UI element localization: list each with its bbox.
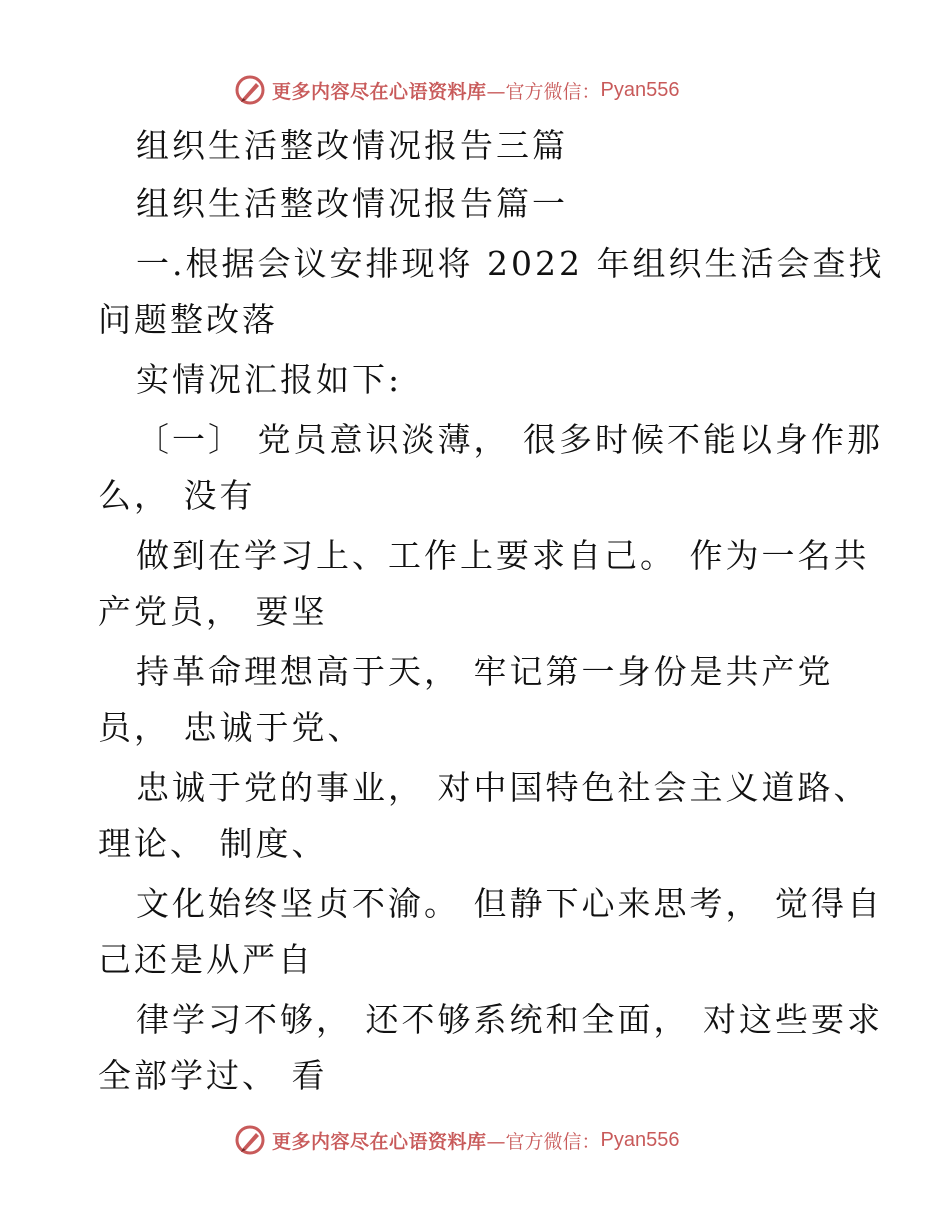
document-title: 组织生活整改情况报告三篇 — [136, 126, 568, 165]
paragraph-line: 员， 忠诚于党、 — [98, 708, 364, 747]
paragraph-line: 忠诚于党的事业， 对中国特色社会主义道路、 — [136, 768, 870, 807]
paragraph-line: 实情况汇报如下: — [136, 360, 403, 399]
paragraph-line: 产党员， 要坚 — [98, 592, 328, 631]
paragraph-line: 一.根据会议安排现将 2022 年组织生活会查找 — [136, 244, 885, 283]
paragraph-line: 律学习不够， 还不够系统和全面， 对这些要求 — [136, 1000, 883, 1039]
paragraph-line: 做到在学习上、工作上要求自己。 作为一名共 — [136, 536, 870, 575]
paragraph-line: 持革命理想高于天， 牢记第一身份是共产党 — [136, 652, 834, 691]
pen-logo-icon — [234, 1124, 266, 1156]
watermark-footer — [234, 1122, 680, 1158]
watermark-contact: —官方微信： — [486, 1130, 601, 1153]
watermark-brand: 更多内容尽在心语资料库 — [272, 80, 487, 103]
paragraph-line: 么， 没有 — [98, 476, 256, 515]
watermark-contact: —官方微信： — [486, 80, 601, 103]
paragraph-line: 己还是从严自 — [98, 940, 314, 979]
watermark-wechat-id: Pyan556 — [600, 78, 680, 101]
watermark-brand: 更多内容尽在心语资料库 — [272, 1130, 487, 1153]
paragraph-line: 文化始终坚贞不渝。 但静下心来思考， 觉得自 — [136, 884, 883, 923]
paragraph-line: 问题整改落 — [98, 300, 278, 339]
paragraph-line: 全部学过、 看 — [98, 1056, 328, 1095]
watermark-header — [234, 72, 680, 108]
section-heading: 组织生活整改情况报告篇一 — [136, 184, 568, 223]
paragraph-line: 理论、 制度、 — [98, 824, 328, 863]
pen-logo-icon — [234, 74, 266, 106]
paragraph-line: 〔一〕 党员意识淡薄， 很多时候不能以身作那 — [136, 420, 883, 459]
watermark-wechat-id: Pyan556 — [600, 1128, 680, 1151]
